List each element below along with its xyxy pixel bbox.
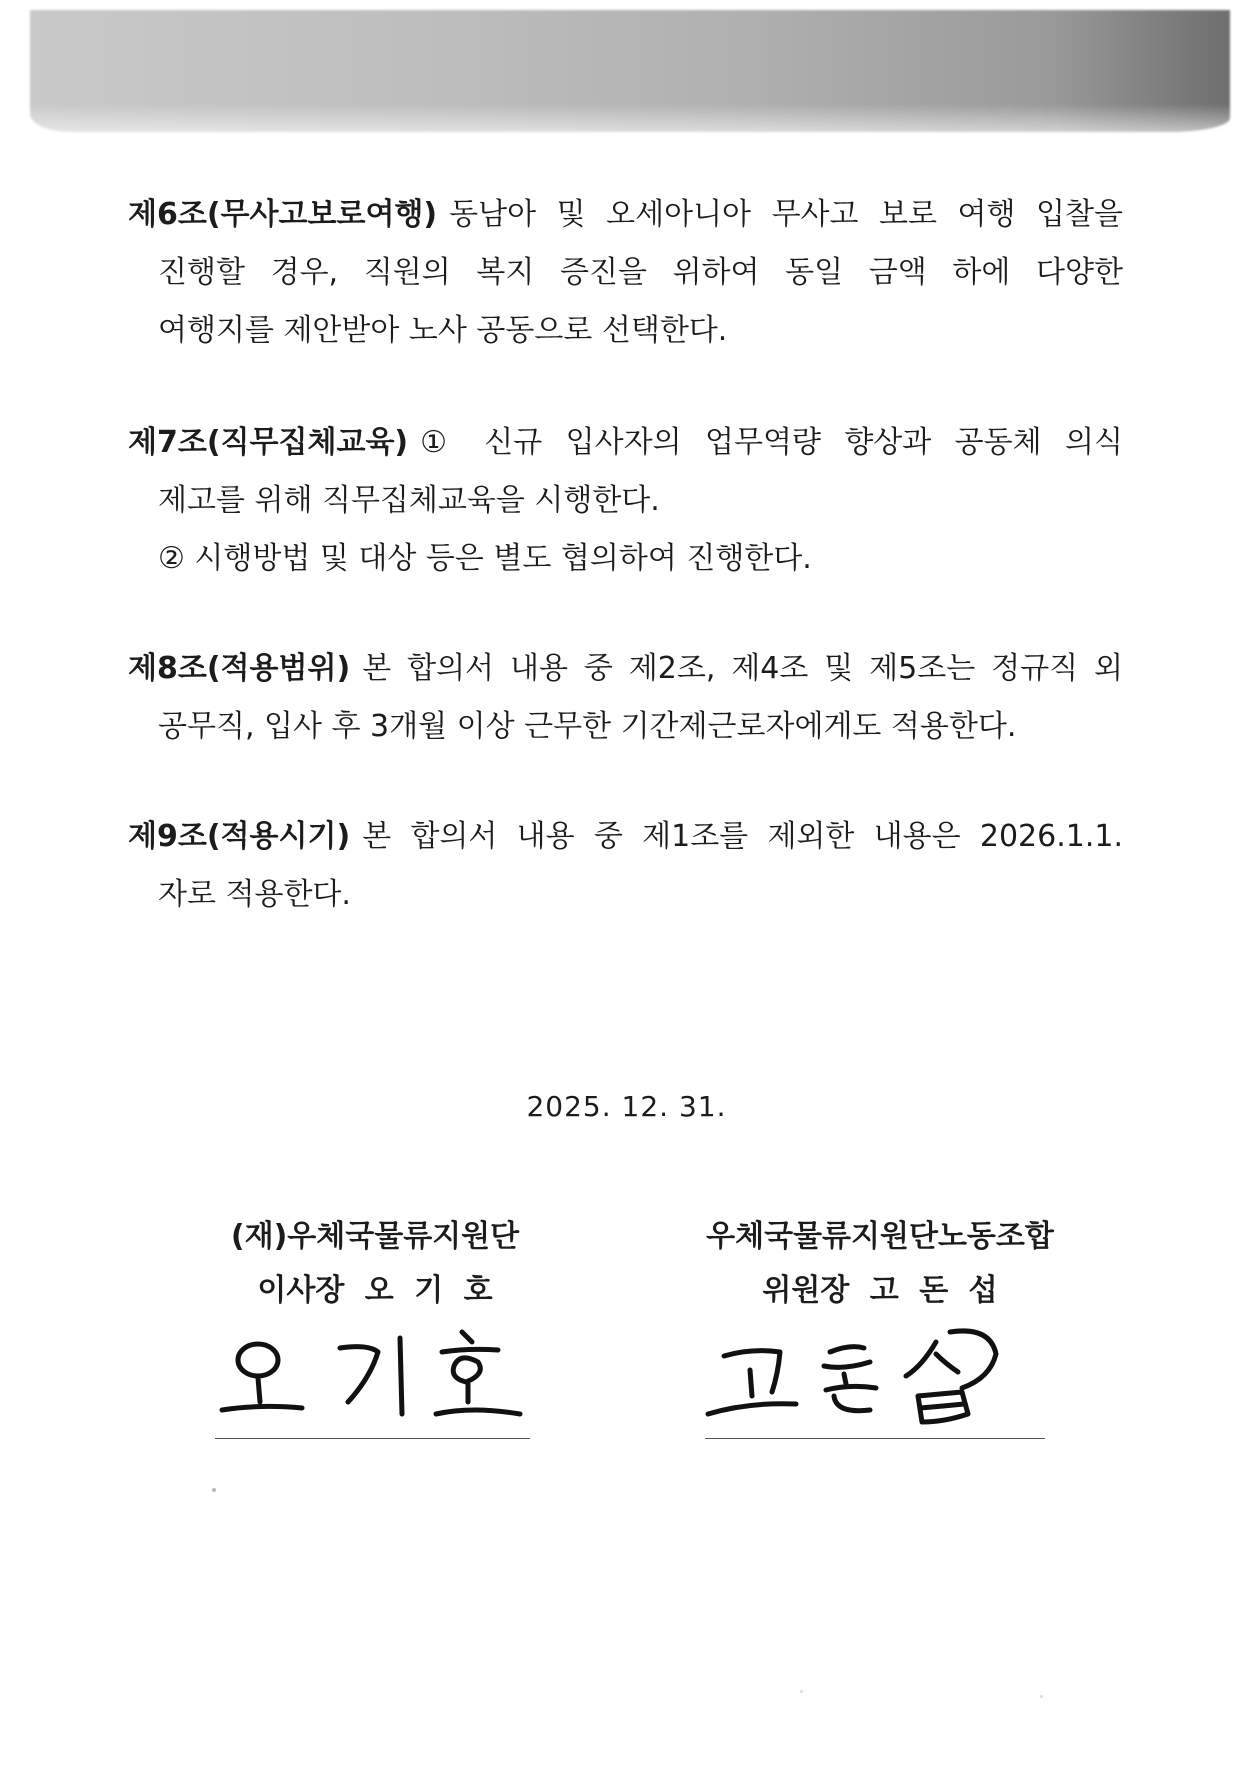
article-9 xyxy=(128,808,1128,924)
scan-speck xyxy=(212,1488,216,1492)
article-6-line-3: 여행지를 제안받아 노사 공동으로 선택한다. xyxy=(158,313,728,348)
scan-speck xyxy=(800,1690,803,1693)
union-org: 우체국물류지원단노동조합 xyxy=(706,1219,1054,1254)
union-signature-line xyxy=(705,1438,1045,1439)
article-8 xyxy=(128,640,1128,756)
employer-title: 이사장 오 기 호 xyxy=(257,1273,493,1308)
article-6-line-1: 동남아 및 오세아니아 무사고 보로 여행 입찰을 xyxy=(449,197,1123,232)
scan-shadow xyxy=(30,10,1230,132)
party-employer xyxy=(165,1210,585,1318)
article-7-heading: 제7조(직무집체교육) xyxy=(128,425,409,460)
article-6 xyxy=(128,186,1128,360)
article-6-heading: 제6조(무사고보로여행) xyxy=(128,197,438,232)
article-7-line-3: ② 시행방법 및 대상 등은 별도 협의하여 진행한다. xyxy=(158,541,812,576)
agreement-date: 2025. 12. 31. xyxy=(526,1090,727,1123)
article-6-line-2 xyxy=(128,244,1128,302)
article-9-line-1: 본 합의서 내용 중 제1조를 제외한 내용은 2026.1.1. xyxy=(362,819,1123,854)
employer-signature xyxy=(210,1318,540,1438)
article-9-first-line xyxy=(128,808,1128,866)
article-7-line-2: 제고를 위해 직무집체교육을 시행한다. xyxy=(158,483,660,518)
article-7-first-line xyxy=(128,414,1128,472)
article-7 xyxy=(128,414,1128,588)
article-6-line-2-text: 진행할 경우, 직원의 복지 증진을 위하여 동일 금액 하에 다양한 xyxy=(158,255,1123,290)
party-union xyxy=(670,1210,1090,1318)
article-9-line-2: 자로 적용한다. xyxy=(158,877,351,912)
employer-signature-line xyxy=(215,1438,530,1439)
article-9-heading: 제9조(적용시기) xyxy=(128,819,351,854)
article-6-first-line xyxy=(128,186,1128,244)
employer-org: (재)우체국물류지원단 xyxy=(230,1219,520,1254)
article-8-heading: 제8조(적용범위) xyxy=(128,651,351,686)
article-8-first-line xyxy=(128,640,1128,698)
union-signature xyxy=(700,1318,1030,1438)
article-7-line-1: ① 신규 입사자의 업무역량 향상과 공동체 의식 xyxy=(420,425,1123,460)
article-8-line-1: 본 합의서 내용 중 제2조, 제4조 및 제5조는 정규직 외 xyxy=(362,651,1123,686)
scan-speck xyxy=(1040,1695,1043,1698)
article-8-line-2: 공무직, 입사 후 3개월 이상 근무한 기간제근로자에게도 적용한다. xyxy=(158,709,1017,744)
union-title: 위원장 고 돈 섭 xyxy=(762,1273,998,1308)
